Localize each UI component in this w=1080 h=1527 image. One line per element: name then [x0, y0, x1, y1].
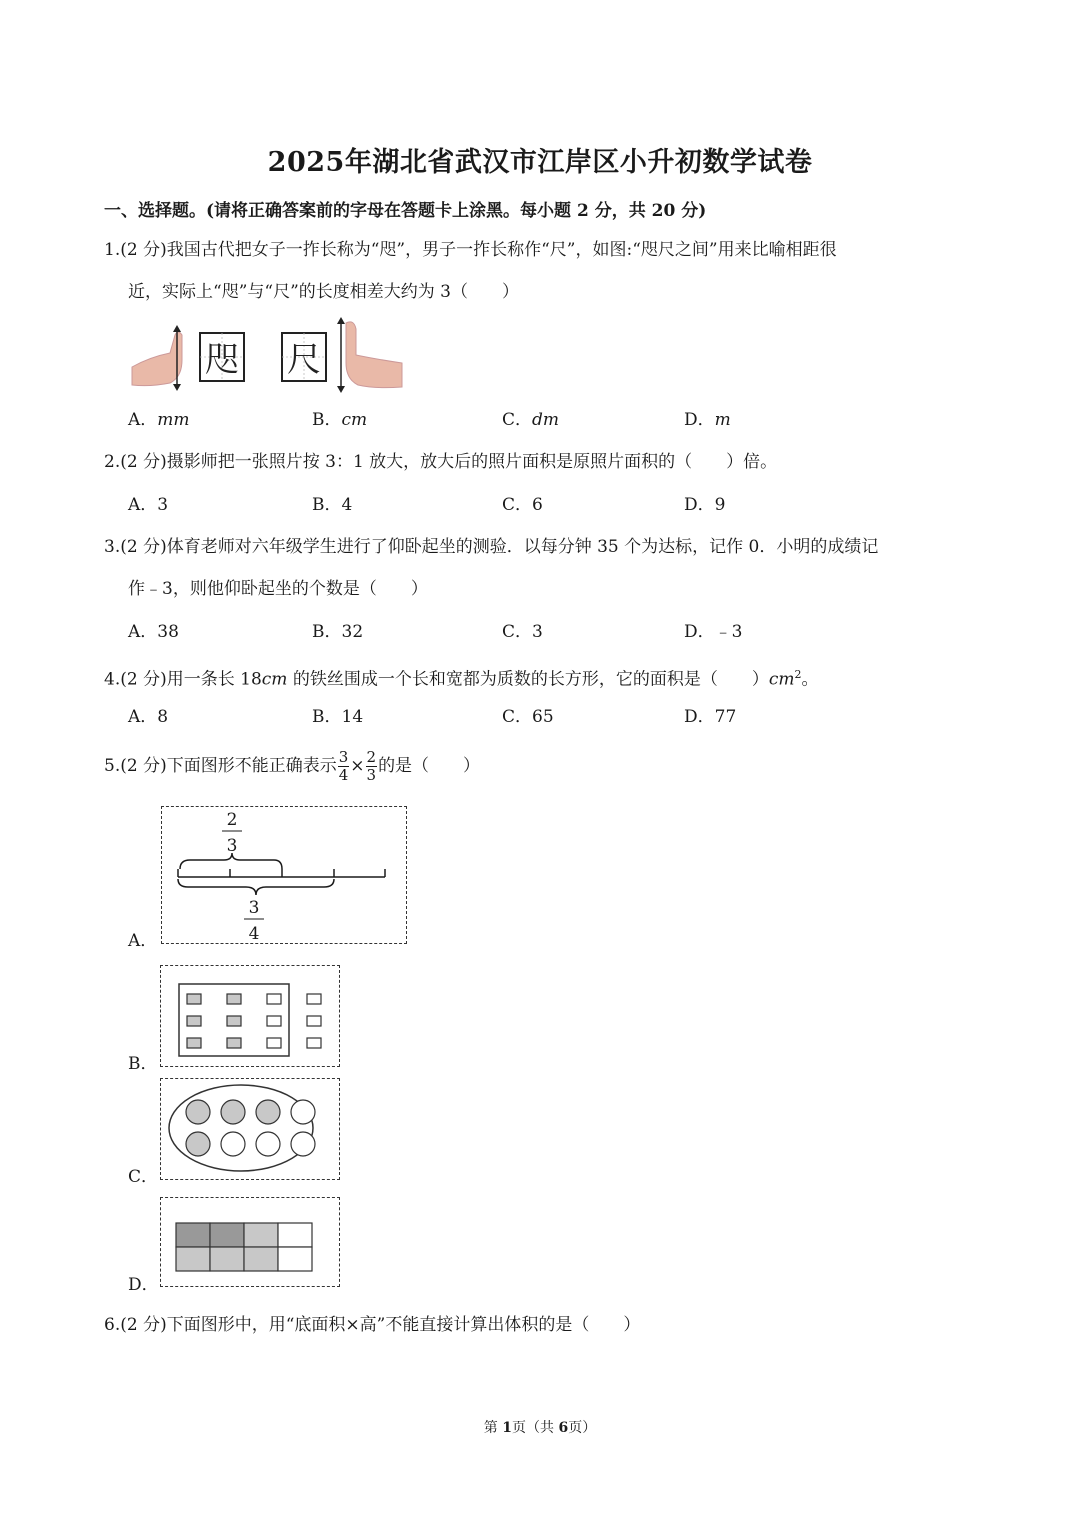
- q3-option-a: A．38: [128, 622, 179, 642]
- page-footer: 第 1页（共 6页）: [483, 1420, 597, 1436]
- grid-square: [307, 994, 321, 1004]
- question-5: 5.(2 分)下面图形不能正确表示 $\frac{3}{4}$ × $\frac{2}{3}$ 的是（ ）: [104, 748, 481, 784]
- fraction-three-quarters: $\frac{3}{4}$: [338, 748, 349, 784]
- svg-text:3: 3: [248, 898, 260, 918]
- grid-square: [307, 1016, 321, 1026]
- question-3: 3.(2 分)体育老师对六年级学生进行了仰卧起坐的测验．以每分钟 35 个为达标，记作 0．小明的成绩记: [104, 537, 879, 557]
- q4-option-d: D．77: [684, 707, 737, 727]
- frame-ellipse: [169, 1085, 313, 1171]
- question-6: 6.(2 分)下面图形中，用“底面积×高”不能直接计算出体积的是（ ）: [104, 1315, 641, 1335]
- grid-square: [267, 1038, 281, 1048]
- q5-option-b-figure: [160, 965, 340, 1067]
- q2-option-a: A．3: [128, 495, 169, 515]
- question-1-line2: 近，实际上“咫”与“尺”的长度相差大约为 3（ ）: [128, 282, 519, 302]
- question-3-line2: 作﹣3，则他仰卧起坐的个数是（ ）: [128, 579, 428, 599]
- q2-option-d: D．9: [684, 495, 726, 515]
- dot-circle: [256, 1100, 280, 1124]
- question-score: (2 分): [120, 240, 167, 260]
- q5-option-c-label: C．: [128, 1167, 159, 1187]
- q1-option-b: B．cm: [312, 410, 368, 430]
- grid-square: [227, 1038, 241, 1048]
- q4-option-a: A．8: [128, 707, 169, 727]
- dot-circle: [291, 1132, 315, 1156]
- grid-square: [187, 994, 201, 1004]
- grid-square: [307, 1038, 321, 1048]
- q5-option-a-figure: [161, 806, 407, 944]
- q3-option-c: C．3: [502, 622, 543, 642]
- question-text: 下面图形中，用“底面积×高”不能直接计算出体积的是（ ）: [166, 1315, 641, 1335]
- dot-circle: [221, 1100, 245, 1124]
- fraction-two-thirds: $\frac{2}{3}$: [366, 748, 377, 784]
- grid-cell: [244, 1247, 278, 1271]
- q1-option-c: C．dm: [502, 410, 560, 430]
- dot-circle: [186, 1100, 210, 1124]
- q5-option-d-label: D．: [128, 1275, 159, 1295]
- question-2: 2.(2 分)摄影师把一张照片按 3：1 放大，放大后的照片面积是原照片面积的（ ）倍。: [104, 452, 778, 472]
- q2-option-c: C．6: [502, 495, 543, 515]
- dot-circle: [186, 1132, 210, 1156]
- question-text: 摄影师把一张照片按 3：1 放大，放大后的照片面积是原照片面积的（ ）倍。: [166, 452, 778, 472]
- grid-square: [267, 994, 281, 1004]
- q4-option-b: B．14: [312, 707, 364, 727]
- grid-cell: [210, 1223, 244, 1247]
- q3-option-d: D．﹣3: [684, 622, 743, 642]
- question-number: 1.: [104, 240, 121, 260]
- chi-char: 尺: [287, 340, 321, 380]
- question-1: [104, 240, 837, 260]
- svg-text:3: 3: [226, 836, 238, 856]
- grid-cell: [278, 1223, 312, 1247]
- q2-option-b: B．4: [312, 495, 353, 515]
- zhi-chi-figure: [130, 315, 405, 395]
- section-heading: 一、选择题。(请将正确答案前的字母在答题卡上涂黑。每小题 2 分，共 20 分): [104, 201, 707, 221]
- q3-option-b: B．32: [312, 622, 364, 642]
- question-text: 体育老师对六年级学生进行了仰卧起坐的测验．以每分钟 35 个为达标，记作 0．小明的成绩记: [166, 537, 879, 557]
- grid-cell: [176, 1223, 210, 1247]
- grid-square: [187, 1016, 201, 1026]
- q5-option-b-label: B．: [128, 1054, 158, 1074]
- page-title: 2025年湖北省武汉市江岸区小升初数学试卷: [267, 147, 813, 178]
- q4-option-c: C．65: [502, 707, 554, 727]
- svg-text:2: 2: [226, 810, 238, 830]
- dot-circle: [221, 1132, 245, 1156]
- svg-text:4: 4: [248, 924, 260, 942]
- q5-option-c-figure: [160, 1078, 340, 1180]
- grid-cell: [176, 1247, 210, 1271]
- q5-option-a-label: A．: [128, 931, 158, 951]
- dot-circle: [256, 1132, 280, 1156]
- grid-cell: [278, 1247, 312, 1271]
- q5-option-d-figure: [160, 1197, 340, 1287]
- grid-square: [227, 1016, 241, 1026]
- grid-square: [187, 1038, 201, 1048]
- grid-cell: [244, 1223, 278, 1247]
- q1-option-d: D．m: [684, 410, 731, 430]
- question-text: 我国古代把女子一拃长称为“咫”，男子一拃长称作“尺”，如图:“咫尺之间”用来比喻相距很: [166, 240, 837, 260]
- grid-square: [267, 1016, 281, 1026]
- grid-cell: [210, 1247, 244, 1271]
- q1-option-a: A．mm: [128, 410, 190, 430]
- zhi-char: 咫: [205, 340, 239, 380]
- question-4: 4.(2 分)用一条长 18cm 的铁丝围成一个长和宽都为质数的长方形，它的面积是（ ）$cm^2$。: [104, 668, 819, 690]
- grid-square: [227, 994, 241, 1004]
- dot-circle: [291, 1100, 315, 1124]
